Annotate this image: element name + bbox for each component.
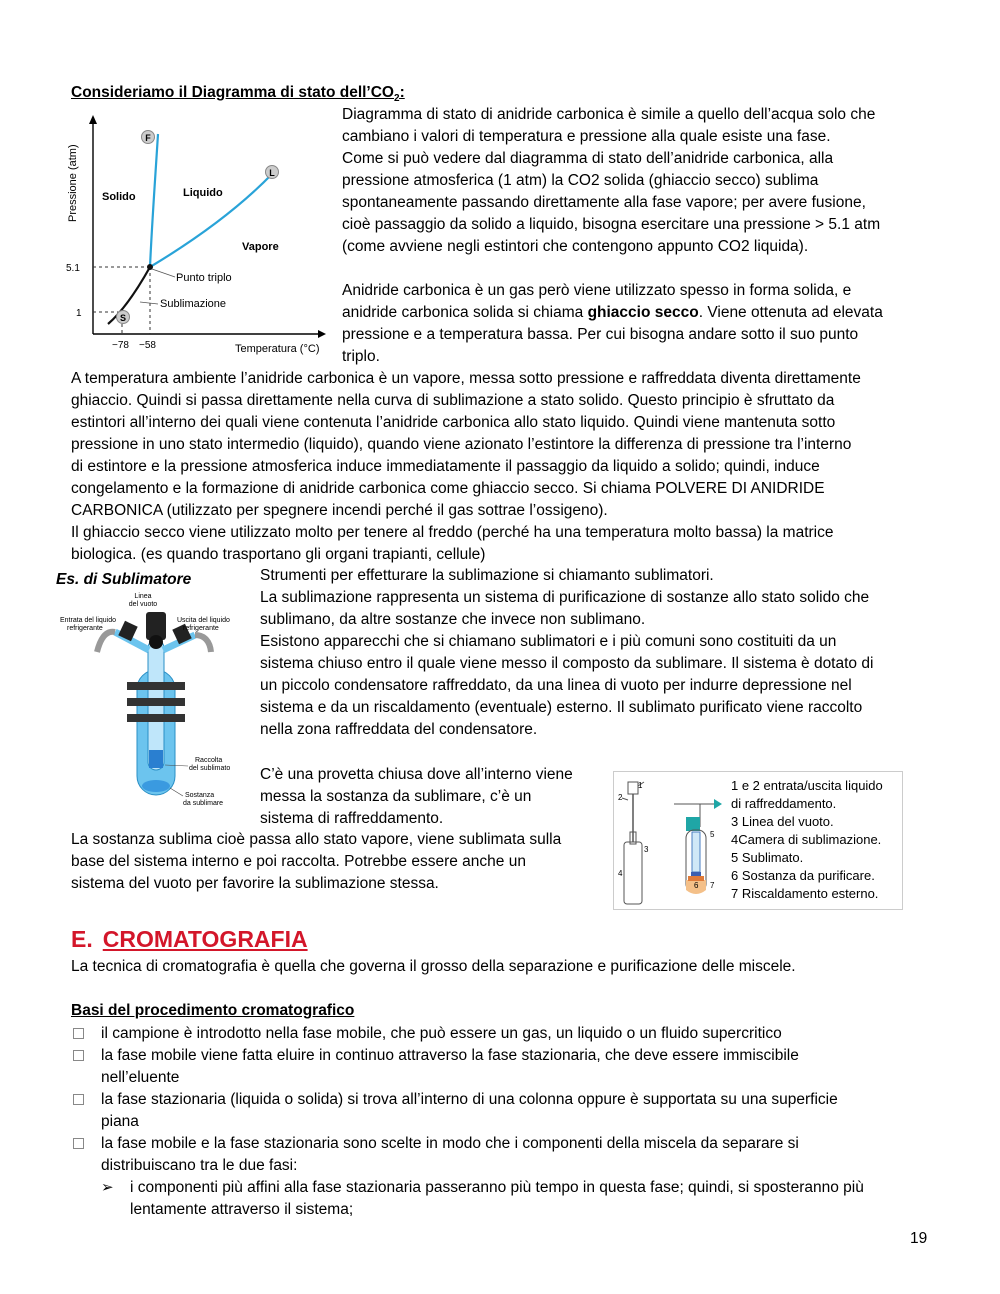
sublimation-apparatus-figure	[613, 771, 903, 910]
fig-num-4: 4	[618, 869, 623, 878]
sublimation-final-paragraph: La sostanza sublima cioè passa allo stato vapore, viene sublimata sulla base del sistema interno e poi raccolta. Potrebbe essere anche un sistema del vuoto per favorire la sublimazione stessa.	[71, 831, 562, 892]
label-coolant-out-1: Uscita del liquido	[177, 617, 230, 624]
chromatography-intro: La tecnica di cromatografia è quella che governa il grosso della separazione e purificazione delle miscele.	[71, 958, 796, 975]
fig-num-7: 7	[710, 881, 715, 890]
fig-num-1: 1	[638, 781, 643, 790]
list-item: il campione è introdotto nella fase mobile, che può essere un gas, un liquido o un fluido supercritico	[71, 1023, 931, 1045]
label-coolant-in-1: Entrata del liquido	[60, 617, 117, 624]
x-tick-58: −58	[139, 340, 156, 351]
label-collection-1: Raccolta	[195, 757, 223, 764]
marker-f: F	[145, 133, 151, 143]
label-coolant-in-2: refrigerante	[67, 625, 103, 632]
arrow-bullet-icon: ➢	[101, 1179, 114, 1196]
provetta-paragraph: C’è una provetta chiusa dove all’interno viene messa la sostanza da sublimare, c’è un sistema di raffreddamento.	[260, 766, 573, 827]
bullet-box-icon	[73, 1094, 84, 1105]
chromatography-subheading: Basi del procedimento cromatografico	[71, 1002, 355, 1019]
fig-num-2: 2	[618, 793, 623, 802]
label-substance-2: da sublimare	[183, 800, 224, 807]
label-vacuum-2: del vuoto	[128, 601, 158, 608]
extinguisher-paragraph: A temperatura ambiente l’anidride carbonica è un vapore, messa sotto pressione e raffreddata diventa direttamente ghiaccio. Quindi si passa direttamente nella curva di sublimazione a stato solido. Questo principio è sfruttato da estintori all’interno dei quali viene contenuta l’anidride carbonica allo stato liquido. Quindi viene mantenuta sotto pressione in uno stato intermedio (liquido), quando viene azionato l’estintore la differenza di pressione tra l’interno di estintore e la pressione atmosferica induce immediatamente il passaggio da liquido a solido; quindi, induce congelamento e la formazione di anidride carbonica come ghiaccio secco. Si chiama POLVERE DI ANIDRIDE CARBONICA (utilizzato per spegnere incendi perché il gas sottrae l’ossigeno). Il ghiaccio secco viene utilizzato molto per tenere al freddo (perché ha una temperatura molto bassa) la matrice biologica. (es quando trasportano gli organi trapianti, cellule)	[71, 370, 861, 563]
y-tick-1: 1	[76, 308, 82, 319]
sub-list-item: ➢ i componenti più affini alla fase stazionaria passeranno più tempo in questa fase; quindi, si sposteranno più lentamente attraverso il sistema;	[101, 1179, 864, 1218]
label-substance-1: Sostanza	[185, 792, 215, 799]
y-tick-5-1: 5.1	[66, 263, 80, 274]
page-number: 19	[910, 1230, 928, 1247]
region-liquid: Liquido	[183, 187, 223, 199]
co2-intro-paragraph: Diagramma di stato di anidride carbonica è simile a quello dell’acqua solo che cambiano i valori di temperatura e pressione alla quale esiste una fase. Come si può vedere dal diagramma di stato dell’anidride carbonica, alla pressione atmosferica (1 atm) la CO2 solida (ghiaccio secco) sublima spontaneamente passando direttamente alla fase vapore; per avere fusione, cioè passaggio da solido a liquido, bisogna esercitare una pressione > 5.1 atm (come avviene negli estintori che contengono appunto CO2 liquida).	[342, 106, 881, 255]
region-solid: Solido	[102, 191, 136, 203]
co2-heading: Consideriamo il Diagramma di stato $dell’CO_2$:	[71, 84, 405, 105]
fig-num-6: 6	[694, 881, 699, 890]
x-tick-78: −78	[112, 340, 129, 351]
chromatography-bullet-list	[71, 1023, 931, 1221]
sublimation-label: Sublimazione	[160, 298, 227, 310]
y-axis-label: Pressione (atm)	[67, 144, 79, 222]
label-collection-2: del sublimato	[189, 765, 231, 772]
fig-num-3: 3	[644, 845, 649, 854]
bullet-box-icon	[73, 1138, 84, 1149]
apparatus-legend: 1 e 2 entrata/uscita liquido di raffreddamento. 3 Linea del vuoto. 4Camera di sublimazione. 5 Sublimato. 6 Sostanza da purificare. 7 Riscaldamento esterno.	[731, 778, 883, 901]
list-item: la fase stazionaria (liquida o solida) si trova all’interno di una colonna oppure è supportata su una superficie piana	[71, 1089, 931, 1133]
marker-l: L	[269, 168, 275, 178]
fig-num-5: 5	[710, 830, 715, 839]
list-item: la fase mobile viene fatta eluire in continuo attraverso la fase stazionaria, che deve essere immiscibile nell’eluente	[71, 1045, 931, 1089]
region-vapor: Vapore	[242, 241, 279, 253]
sublimator-figure	[55, 590, 245, 810]
marker-s: S	[119, 313, 127, 323]
list-item: la fase mobile e la fase stazionaria sono scelte in modo che i componenti della miscela da separare si distribuiscano tra le due fasi:	[71, 1133, 931, 1177]
co2-phase-diagram	[60, 112, 328, 358]
dry-ice-term: ghiaccio secco	[587, 304, 699, 321]
bullet-box-icon	[73, 1028, 84, 1039]
bullet-box-icon	[73, 1050, 84, 1061]
label-coolant-out-2: refrigerante	[183, 625, 219, 632]
chromatography-title: E. CROMATOGRAFIA	[71, 926, 308, 952]
sublimator-caption: Es. di Sublimatore	[56, 571, 192, 588]
sublimator-paragraph: Strumenti per effetturare la sublimazione si chiamanto sublimatori. La sublimazione rappresenta un sistema di purificazione di sostanze allo stato solido che sublimano, da altre sostanze che invece non sublimano. Esistono apparecchi che si chiamano sublimatori e i più comuni sono costituiti da un sistema chiuso entro il quale viene messo il composto da sublimare. Il sistema è dotato di un piccolo condensatore raffreddato, da una linea di vuoto per indurre depressione nel sistema e da un riscaldamento (eventuale) esterno. Il sublimato purificato viene raccolto nella zona raffreddata del condensatore.	[260, 567, 874, 738]
dry-ice-paragraph: Anidride carbonica è un gas però viene utilizzato spesso in forma solida, e anidride carbonica solida si chiama ghiaccio secco. Viene ottenuta ad elevata pressione e a temperatura bassa. Per cui bisogna andare sotto il suo punto triplo.	[342, 282, 883, 365]
fusion-curve	[150, 134, 158, 267]
x-axis-label: Temperatura (°C)	[235, 343, 320, 355]
label-vacuum-1: Linea	[134, 593, 152, 600]
triple-point-label: Punto triplo	[176, 272, 232, 284]
